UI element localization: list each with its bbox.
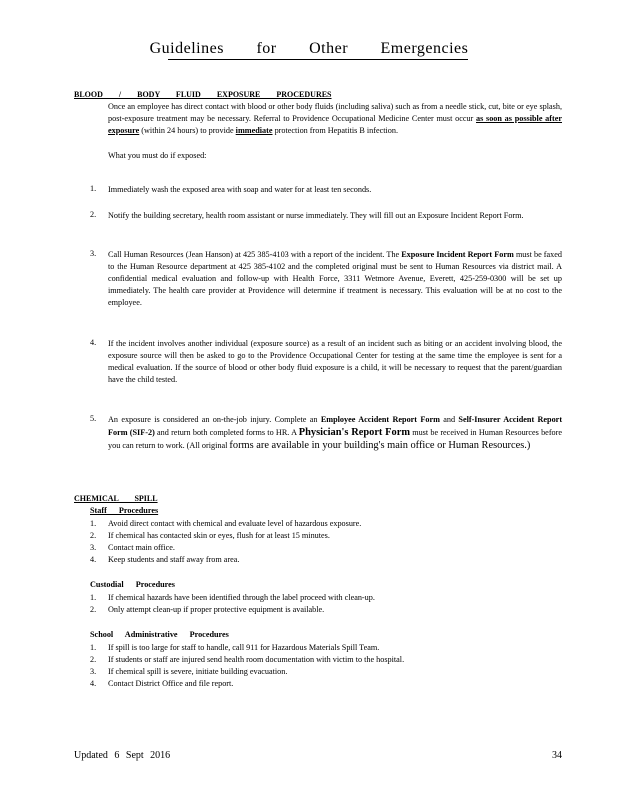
intro-immediate: immediate (235, 126, 273, 135)
school-admin-procedures-heading: School Administrative Procedures (90, 630, 229, 639)
blood-section-heading: BLOOD / BODY FLUID EXPOSURE PROCEDURES (74, 90, 332, 99)
custodial-procedures-heading: Custodial Procedures (90, 580, 175, 589)
step-2-text: Notify the building secretary, health room assistant or nurse immediately. They will fill out an Exposure Incident Report Form. (108, 211, 524, 220)
footer-updated: Updated 6 Sept 2016 (74, 750, 171, 761)
step-1-text: Immediately wash the exposed area with soap and water for at least ten seconds. (108, 185, 372, 194)
list-item: 2. If chemical has contacted skin or eyes, flush for at least 15 minutes. (90, 531, 330, 540)
list-item: 3. Contact main office. (90, 543, 175, 552)
step-3-part-b: must be faxed to the Human Resource department at 425 385-4102 and the completed original must be sent to Human Resources via district mail. A confidential medical evaluation and follow-up with Health Force, 3311 Wetmore Avenue, Everett, 425-259-0300 will be set up immediately. The health care provider at Providence will determine if treatment is necessary. This evaluation will be at no cost to the employee. (108, 250, 562, 307)
step-number: 1. (90, 184, 97, 193)
list-item: 3. If chemical spill is severe, initiate building evacuation. (90, 667, 288, 676)
step-5-part-a: An exposure is considered an on-the-job injury. Complete an (108, 415, 318, 424)
intro-text-3: protection from Hepatitis B infection. (274, 126, 399, 135)
step-5-bold-a: Employee Accident Report Form (320, 415, 440, 424)
step-3-bold: Exposure Incident Report Form (401, 250, 514, 259)
list-item: 2. Only attempt clean-up if proper protective equipment is available. (90, 605, 325, 614)
list-item: 2. If students or staff are injured send health room documentation with victim to the hospital. (90, 655, 405, 664)
step-5-part-c: and return both completed forms to HR. A (157, 428, 297, 437)
step-number: 4. (90, 338, 97, 347)
intro-text-1: Once an employee has direct contact with blood or other body fluids (including saliva) such as from a needle stick, cut, bite or eye splash, post-exposure treatment may be necessary. Referral to Providence Occupational Medicine Center must occur (108, 102, 562, 123)
staff-procedures-heading: Staff Procedures (90, 506, 159, 515)
blood-intro (108, 101, 562, 137)
intro-underlined: as soon as possible after exposure (108, 114, 562, 135)
step-number: 5. (90, 414, 97, 423)
step-5-text (108, 414, 562, 452)
step-5-bold-b: Self-Insurer Accident Report Form (SIF-2) (108, 415, 563, 437)
what-to-do-label: What you must do if exposed: (108, 151, 207, 160)
title-underline (168, 59, 468, 60)
step-number: 3. (90, 249, 97, 258)
list-item: 1. If chemical hazards have been identified through the label proceed with clean-up. (90, 593, 375, 602)
page-number: 34 (552, 750, 562, 761)
step-3-part-a: Call Human Resources (Jean Hanson) at 425 385-4103 with a report of the incident. The (108, 250, 400, 259)
list-item: 4. Keep students and staff away from area. (90, 555, 240, 564)
step-number: 2. (90, 210, 97, 219)
step-5-part-d: must be received in Human Resources before you can return to work. (All original (108, 428, 562, 450)
chemical-section-heading: CHEMICAL SPILL (74, 494, 158, 503)
step-5-bold-c: Physician's Report Form (298, 427, 410, 438)
intro-text-2: (within 24 hours) to provide (141, 126, 234, 135)
step-5-part-b: and (443, 415, 456, 424)
page-title: Guidelines for Other Emergencies (149, 40, 469, 57)
list-item: 1. Avoid direct contact with chemical and evaluate level of hazardous exposure. (90, 519, 362, 528)
list-item: 1. If spill is too large for staff to handle, call 911 for Hazardous Materials Spill Team. (90, 643, 380, 652)
list-item: 4. Contact District Office and file report. (90, 679, 234, 688)
step-5-part-e: forms are available in your building's main office or Human Resources.) (229, 440, 531, 451)
step-3-text (108, 249, 562, 309)
step-4-text: If the incident involves another individual (exposure source) as a result of an incident such as biting or an accident involving blood, the exposure source will then be asked to go to the Providence Occupational Center for testing at the same time the employee is sent for a medical evaluation. If the source of blood or other body fluid exposure is a child, it will be necessary to request that the parent/guardian have the child tested. (108, 339, 562, 384)
